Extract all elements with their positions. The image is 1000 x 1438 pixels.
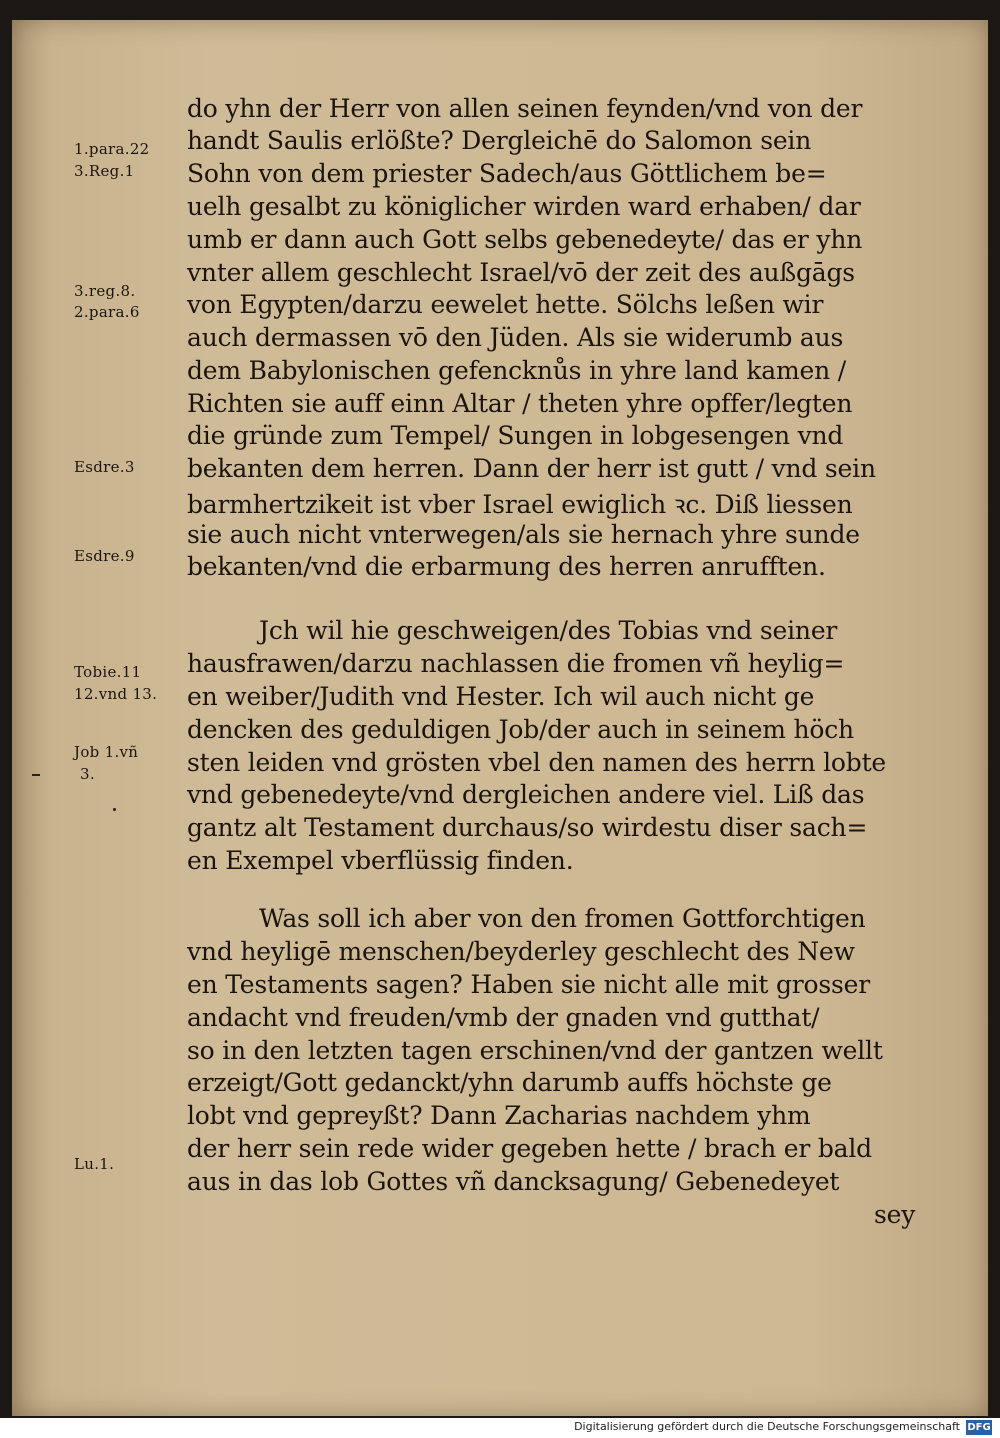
funding-credit: Digitalisierung gefördert durch die Deutsche Forschungsgemeinschaft <box>574 1420 960 1433</box>
text-line: umb er dann auch Gott selbs gebenedeyte/ das er yhn <box>187 225 863 254</box>
text-line: so in den letzten tagen erschinen/vnd der gantzen wellt <box>187 1036 883 1065</box>
text-line: hausfrawen/darzu nachlassen die fromen vñ heylig= <box>187 649 845 678</box>
text-line: bekanten/vnd die erbarmung des herren anrufften. <box>187 552 826 581</box>
digitization-footer <box>0 1418 1000 1438</box>
text-line: Richten sie auff einn Altar / theten yhre opffer/legten <box>187 389 853 418</box>
marginal-note: 3.reg.8. <box>74 282 136 300</box>
text-line: sten leiden vnd grösten vbel den namen des herrn lobte <box>187 748 887 777</box>
text-line: dencken des geduldigen Job/der auch in seinem höch <box>187 715 854 744</box>
marginal-note: Esdre.3 <box>74 458 135 476</box>
text-line: Jch wil hie geschweigen/des Tobias vnd seiner <box>259 616 838 645</box>
marginal-note: Tobie.11 <box>74 663 142 681</box>
text-line: dem Babylonischen gefencknůs in yhre land kamen / <box>187 356 846 385</box>
book-page <box>12 20 988 1416</box>
text-line: erzeigt/Gott gedanckt/yhn darumb auffs höchste ge <box>187 1068 832 1097</box>
dfg-logo-icon: DFG <box>967 1422 991 1433</box>
stray-mark <box>32 774 40 776</box>
text-line: Sohn von dem priester Sadech/aus Göttlichem be= <box>187 159 827 188</box>
stray-mark <box>113 808 116 811</box>
text-line: Was soll ich aber von den fromen Gottforchtigen <box>259 904 866 933</box>
marginal-note: 1.para.22 <box>74 140 150 158</box>
text-line: vnter allem geschlecht Israel/vō der zeit des außgāgs <box>187 258 855 287</box>
text-line: sie auch nicht vnterwegen/als sie hernach yhre sunde <box>187 520 860 549</box>
text-line: barmhertzikeit ist vber Israel ewiglich ꝛc. Diß liessen <box>187 490 853 519</box>
marginal-note: 3.Reg.1 <box>74 162 135 180</box>
marginal-note: 2.para.6 <box>74 303 140 321</box>
text-line: auch dermassen vō den Jüden. Als sie widerumb aus <box>187 323 844 352</box>
marginal-note: 3. <box>80 765 95 783</box>
text-line: uelh gesalbt zu königlicher wirden ward erhaben/ dar <box>187 192 861 221</box>
text-line: en weiber/Judith vnd Hester. Ich wil auch nicht ge <box>187 682 815 711</box>
text-line: en Exempel vberflüssig finden. <box>187 846 574 875</box>
text-line: do yhn der Herr von allen seinen feynden/vnd von der <box>187 94 863 123</box>
text-line: von Egypten/darzu eewelet hette. Sölchs leßen wir <box>187 290 824 319</box>
text-line: andacht vnd freuden/vmb der gnaden vnd gutthat/ <box>187 1003 820 1032</box>
text-line: gantz alt Testament durchaus/so wirdestu diser sach= <box>187 813 868 842</box>
text-line: en Testaments sagen? Haben sie nicht alle mit grosser <box>187 970 871 999</box>
text-line: der herr sein rede wider gegeben hette / brach er bald <box>187 1134 872 1163</box>
text-line: handt Saulis erlößte? Dergleichē do Salomon sein <box>187 126 812 155</box>
marginal-note: Job 1.vñ <box>74 743 139 761</box>
text-line: vnd heyligē menschen/beyderley geschlecht des New <box>187 937 855 966</box>
text-line: die gründe zum Tempel/ Sungen in lobgesengen vnd <box>187 421 844 450</box>
marginal-note: Esdre.9 <box>74 547 135 565</box>
marginal-note: Lu.1. <box>74 1155 115 1173</box>
text-line: aus in das lob Gottes vñ dancksagung/ Gebenedeyet <box>187 1167 840 1196</box>
marginal-note: 12.vnd 13. <box>74 685 158 703</box>
text-line: bekanten dem herren. Dann der herr ist gutt / vnd sein <box>187 454 876 483</box>
text-line: lobt vnd gepreyßt? Dann Zacharias nachdem yhm <box>187 1101 811 1130</box>
text-line: vnd gebenedeyte/vnd dergleichen andere viel. Liß das <box>187 780 865 809</box>
catchword: sey <box>874 1200 916 1229</box>
